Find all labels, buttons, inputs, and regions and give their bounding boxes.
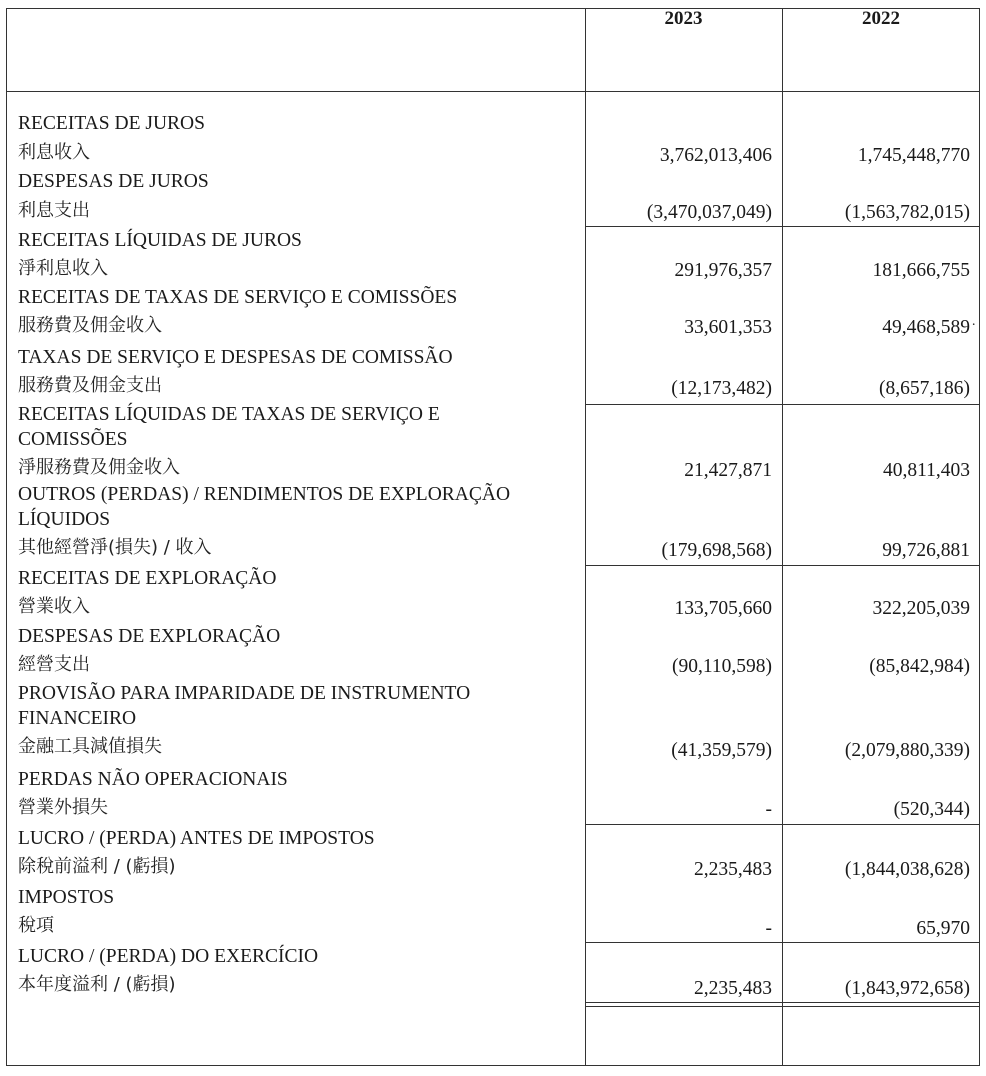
row-label-pt: PROVISÃO PARA IMPARIDADE DE INSTRUMENTO — [18, 683, 471, 704]
value-2022: 181,666,755 — [872, 260, 970, 281]
row-label-pt: RECEITAS LÍQUIDAS DE TAXAS DE SERVIÇO E — [18, 404, 440, 425]
value-2023: (41,359,579) — [671, 740, 772, 761]
value-2023: 2,235,483 — [694, 859, 772, 880]
value-2022: (8,657,186) — [879, 378, 970, 399]
row-label-zh: 淨服務費及佣金收入 — [18, 457, 180, 478]
row-label-zh: 服務費及佣金支出 — [18, 375, 162, 396]
row-label-pt: OUTROS (PERDAS) / RENDIMENTOS DE EXPLORAÇÃO — [18, 484, 511, 505]
row-label-zh: 營業收入 — [18, 596, 90, 617]
value-2022: (1,843,972,658) — [844, 978, 970, 999]
value-2023: (90,110,598) — [671, 656, 772, 677]
value-2023: 2,235,483 — [694, 978, 772, 999]
value-2023: 21,427,871 — [684, 460, 772, 481]
value-2023: 33,601,353 — [684, 317, 772, 338]
column-header-2023: 2023 — [664, 8, 703, 29]
row-label-pt: RECEITAS DE EXPLORAÇÃO — [18, 568, 277, 589]
subtotal-rule-pretax — [585, 824, 980, 825]
row-label-pt: LUCRO / (PERDA) DO EXERCÍCIO — [18, 946, 319, 967]
value-2023: - — [765, 918, 772, 939]
value-2022: 40,811,403 — [882, 460, 970, 481]
row-label-zh: 淨利息收入 — [18, 258, 108, 279]
row-label-pt: RECEITAS DE TAXAS DE SERVIÇO E COMISSÕES — [18, 287, 458, 308]
column-divider-2022 — [782, 8, 783, 1066]
row-label-pt: DESPESAS DE EXPLORAÇÃO — [18, 626, 281, 647]
value-2022: (2,079,880,339) — [844, 740, 970, 761]
value-2022: 65,970 — [916, 918, 970, 939]
row-label-pt: DESPESAS DE JUROS — [18, 171, 209, 192]
row-label-pt: TAXAS DE SERVIÇO E DESPESAS DE COMISSÃO — [18, 347, 453, 368]
value-2023: 3,762,013,406 — [659, 145, 772, 166]
value-2023: 133,705,660 — [674, 598, 772, 619]
value-2022: 99,726,881 — [882, 540, 970, 561]
value-2022: (85,842,984) — [869, 656, 970, 677]
value-2022: 49,468,589 — [882, 317, 970, 338]
value-2023: (12,173,482) — [671, 378, 772, 399]
row-label-pt: RECEITAS DE JUROS — [18, 113, 205, 134]
row-label-pt-continued: FINANCEIRO — [18, 708, 137, 729]
row-label-pt: LUCRO / (PERDA) ANTES DE IMPOSTOS — [18, 828, 375, 849]
row-label-zh: 利息收入 — [18, 142, 90, 163]
value-2022: (1,844,038,628) — [844, 859, 970, 880]
scan-mark: · — [971, 318, 976, 333]
column-header-2022: 2022 — [862, 8, 900, 29]
total-double-rule-bottom — [585, 1006, 980, 1007]
subtotal-rule-net-profit — [585, 942, 980, 943]
value-2023: 291,976,357 — [674, 260, 772, 281]
subtotal-rule-operating-income — [585, 565, 980, 566]
row-label-zh: 利息支出 — [18, 200, 90, 221]
row-label-pt-continued: LÍQUIDOS — [18, 509, 111, 530]
row-label-pt-continued: COMISSÕES — [18, 429, 128, 450]
subtotal-rule-net-interest — [585, 226, 980, 227]
value-2022: 322,205,039 — [872, 598, 970, 619]
value-2022: (1,563,782,015) — [844, 202, 970, 223]
row-label-zh: 經營支出 — [18, 654, 90, 675]
total-double-rule-top — [585, 1002, 980, 1003]
value-2022: (520,344) — [893, 799, 970, 820]
row-label-zh: 稅項 — [18, 915, 54, 936]
subtotal-rule-net-fees — [585, 404, 980, 405]
value-2023: (179,698,568) — [661, 540, 772, 561]
row-label-zh: 其他經營淨(損失) / 收入 — [18, 537, 212, 558]
value-2023: - — [765, 799, 772, 820]
header-rule — [6, 91, 980, 92]
row-label-zh: 本年度溢利 / (虧損) — [18, 974, 176, 995]
row-label-pt: PERDAS NÃO OPERACIONAIS — [18, 769, 288, 790]
value-2022: 1,745,448,770 — [857, 145, 970, 166]
row-label-pt: RECEITAS LÍQUIDAS DE JUROS — [18, 230, 302, 251]
row-label-pt: IMPOSTOS — [18, 887, 115, 908]
column-divider-2023 — [585, 8, 586, 1066]
row-label-zh: 金融工具減值損失 — [18, 736, 162, 757]
row-label-zh: 營業外損失 — [18, 797, 108, 818]
row-label-zh: 除稅前溢利 / (虧損) — [18, 856, 176, 877]
value-2023: (3,470,037,049) — [646, 202, 772, 223]
row-label-zh: 服務費及佣金收入 — [18, 315, 162, 336]
